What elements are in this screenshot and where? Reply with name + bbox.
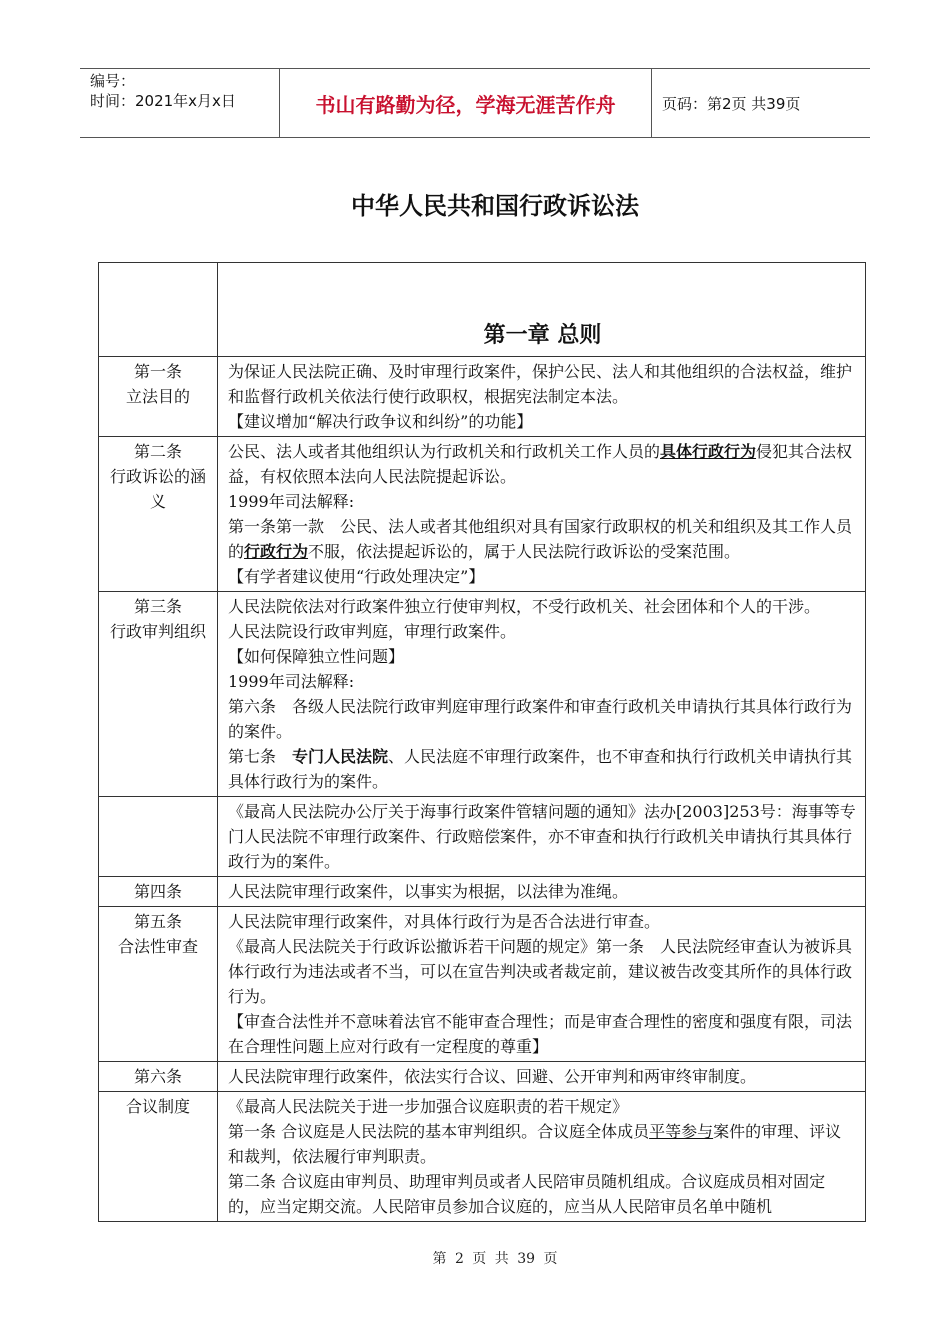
header-page-info: 页码：第2页 共39页: [662, 94, 801, 113]
article-text: 人民法院审理行政案件，以事实为根据，以法律为准绳。: [228, 882, 629, 901]
document-date: 时间：2021年x月x日: [90, 92, 236, 110]
article-row: [99, 877, 866, 907]
article-label: [99, 877, 218, 907]
article-number: 第四条: [133, 882, 182, 901]
chapter-row: [99, 263, 866, 357]
header-meta: [80, 69, 280, 137]
article-text: 人民法院设行政审判庭，审理行政案件。: [228, 622, 517, 641]
interpretation-label: 1999年司法解释:: [228, 492, 355, 511]
article-row: [99, 357, 866, 437]
interpretation-text: 第六条 各级人民法院行政审判庭审理行政案件和审查行政机关申请执行其具体行政行为的案件。: [228, 697, 853, 741]
text-segment: 第七条: [228, 747, 293, 766]
article-topic: 合议制度: [125, 1097, 190, 1116]
article-topic: 行政诉讼的涵义: [109, 467, 206, 511]
emphasis-term: 专门人民法院: [292, 747, 389, 766]
article-label: [99, 592, 218, 797]
article-note: 【建议增加“解决行政争议和纠纷”的功能】: [228, 412, 533, 431]
article-text: [228, 439, 857, 489]
article-text: 人民法院审理行政案件，依法实行合议、回避、公开审判和两审终审制度。: [228, 1067, 757, 1086]
page-footer: 第 2 页 共 39 页: [432, 1251, 558, 1267]
article-label: [99, 357, 218, 437]
text-segment: 案件的审理、评议和裁判，依法履行审判职责。: [228, 1122, 842, 1166]
underlined-term: 平等参与: [649, 1122, 714, 1141]
article-note: 【有学者建议使用“行政处理决定”】: [228, 567, 485, 586]
interpretation-text: [228, 744, 857, 794]
article-label: [99, 1062, 218, 1092]
article-number: 第一条: [133, 362, 182, 381]
emphasis-term: 行政行为: [244, 542, 309, 561]
interpretation-text: 《最高人民法院关于行政诉讼撤诉若干问题的规定》第一条 人民法院经审查认为被诉具体行政行为违法或者不当，可以在宣告判决或者裁定前，建议被告改变其所作的具体行政行为。: [228, 937, 853, 1006]
text-segment: 第一条 合议庭是人民法院的基本审判组织。合议庭全体成员: [228, 1122, 650, 1141]
article-label: [99, 437, 218, 592]
article-text: 人民法院审理行政案件，对具体行政行为是否合法进行审查。: [228, 912, 661, 931]
article-content: [218, 877, 866, 907]
article-row: [99, 1092, 866, 1222]
article-number: 第二条: [133, 442, 182, 461]
rule-text: [228, 1119, 857, 1169]
emphasis-term: 具体行政行为: [660, 442, 757, 461]
article-label: [99, 1092, 218, 1222]
text-segment: 不服，依法提起诉讼的，属于人民法院行政诉讼的受案范围。: [308, 542, 741, 561]
rule-text: 第二条 合议庭由审判员、助理审判员或者人民陪审员随机组成。合议庭成员相对固定的，应当定期交流。人民陪审员参加合议庭的，应当从人民陪审员名单中随机: [228, 1172, 826, 1216]
article-text: 人民法院依法对行政案件独立行使审判权，不受行政机关、社会团体和个人的干涉。: [228, 597, 821, 616]
article-content: [218, 1062, 866, 1092]
law-table: [98, 262, 866, 1222]
article-row: [99, 797, 866, 877]
chapter-heading: 第一章 总则: [483, 323, 602, 348]
interpretation-label: 1999年司法解释:: [228, 672, 355, 691]
article-row: [99, 1062, 866, 1092]
article-label: [99, 907, 218, 1062]
rule-title: 《最高人民法院关于进一步加强合议庭职责的若干规定》: [228, 1097, 629, 1116]
article-topic: 行政审判组织: [109, 622, 206, 641]
article-content: [218, 907, 866, 1062]
article-note: 【如何保障独立性问题】: [228, 647, 405, 666]
article-number: 第五条: [133, 912, 182, 931]
article-topic: 合法性审查: [117, 937, 198, 956]
article-note: 【审查合法性并不意味着法官不能审查合理性；而是审查合理性的密度和强度有限，司法在合理性问题上应对行政有一定程度的尊重】: [228, 1012, 853, 1056]
article-content: [218, 437, 866, 592]
interpretation-text: [228, 514, 857, 564]
page-header: [80, 68, 870, 138]
text-segment: 、人民法庭不审理行政案件，也不审查和执行行政机关申请执行其具体行政行为的案件。: [228, 747, 853, 791]
article-content: [218, 797, 866, 877]
text-segment: 侵犯其合法权益，有权依照本法向人民法院提起诉讼。: [228, 442, 853, 486]
article-topic: 立法目的: [125, 387, 190, 406]
article-text: 为保证人民法院正确、及时审理行政案件，保护公民、法人和其他组织的合法权益，维护和监督行政机关依法行使行政职权，根据宪法制定本法。: [228, 362, 853, 406]
text-segment: 公民、法人或者其他组织认为行政机关和行政机关工作人员的: [228, 442, 661, 461]
notice-text: 《最高人民法院办公厅关于海事行政案件管辖问题的通知》法办[2003]253号：海事等专门人民法院不审理行政案件、行政赔偿案件，亦不审查和执行行政机关申请执行其具体行政行为的案件。: [228, 802, 856, 871]
article-row: [99, 437, 866, 592]
article-content: [218, 1092, 866, 1222]
chapter-cell: [218, 263, 866, 357]
chapter-label-cell: [99, 263, 218, 357]
document-title: 中华人民共和国行政诉讼法: [351, 192, 639, 220]
article-number: 第六条: [133, 1067, 182, 1086]
article-content: [218, 592, 866, 797]
text-segment: 第一条第一款 公民、法人或者其他组织对具有国家行政职权的机关和组织及其工作人员的: [228, 517, 853, 561]
article-number: 第三条: [133, 597, 182, 616]
article-content: [218, 357, 866, 437]
document-number-label: 编号：: [90, 72, 136, 90]
article-label: [99, 797, 218, 877]
article-row: [99, 592, 866, 797]
article-row: [99, 907, 866, 1062]
header-motto: 书山有路勤为径，学海无涯苦作舟: [280, 69, 652, 137]
